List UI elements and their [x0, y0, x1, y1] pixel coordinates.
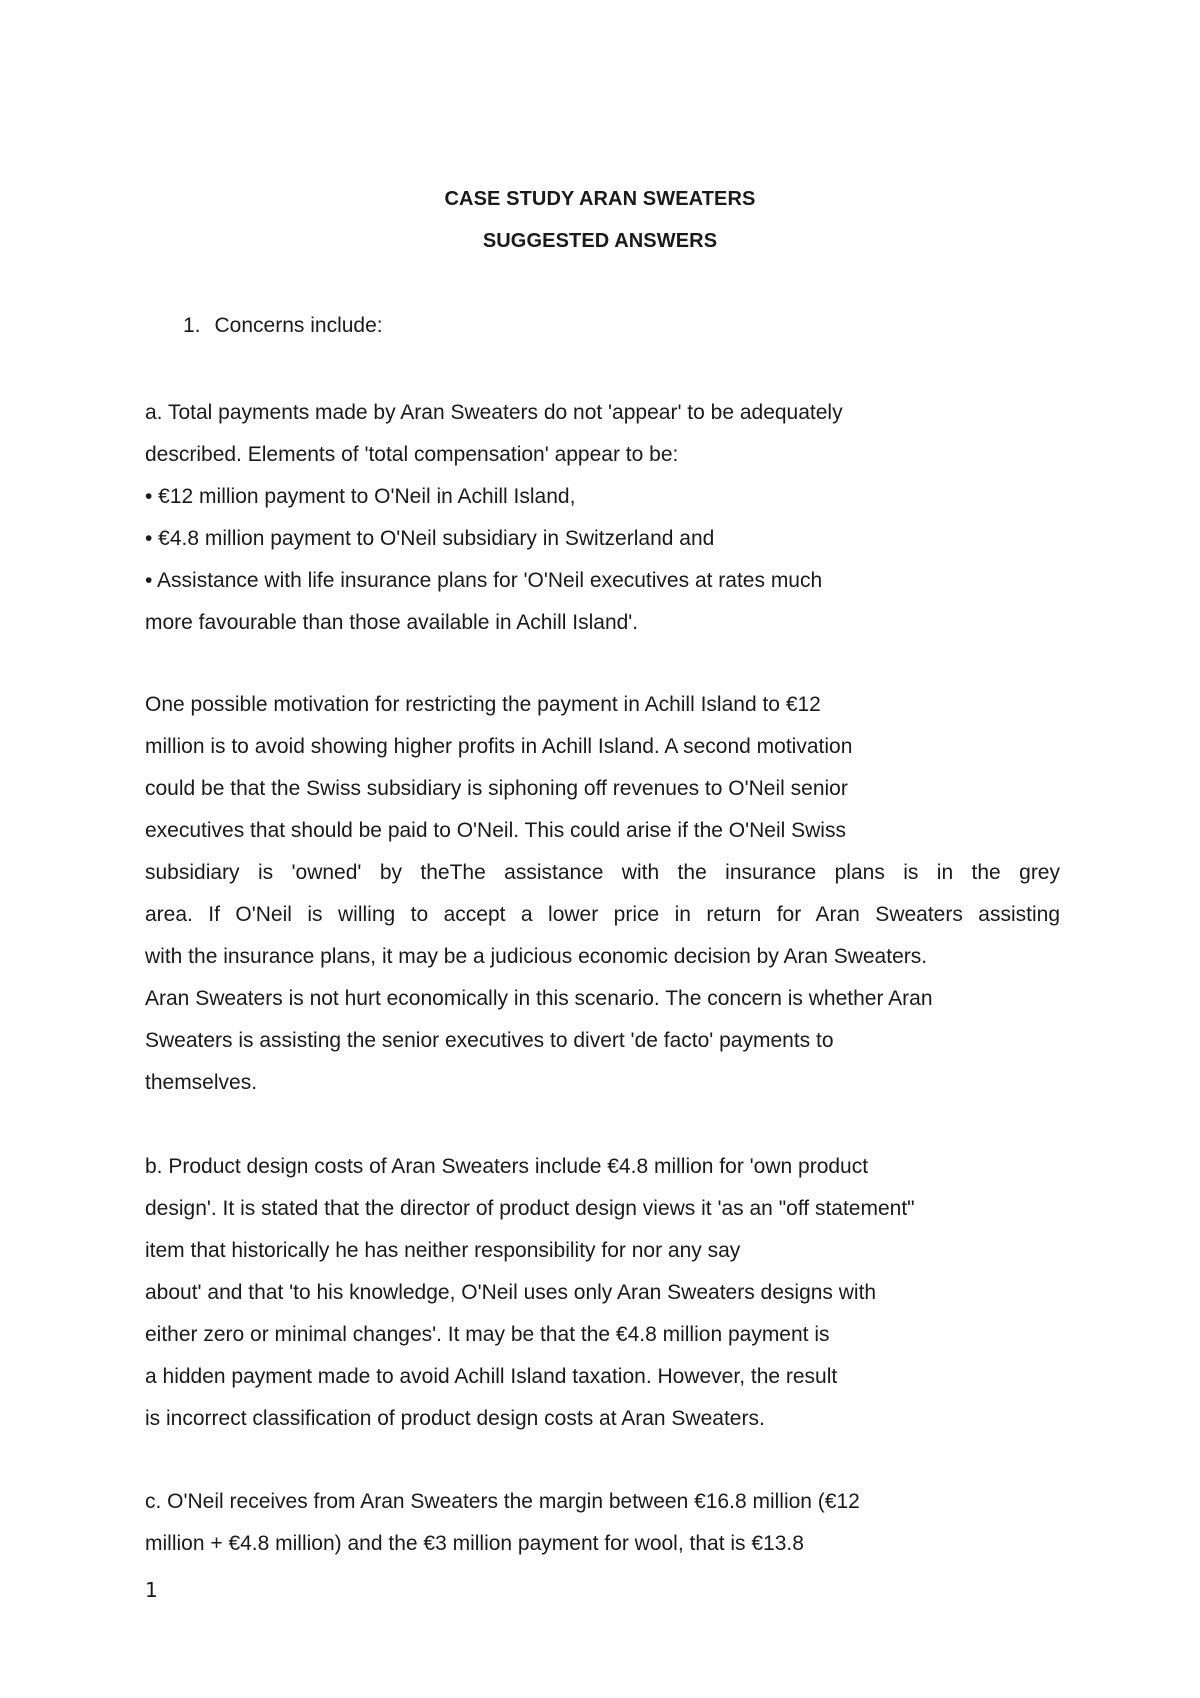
section-b-line: item that historically he has neither responsibility for nor any say [145, 1239, 741, 1262]
list-item-number: 1. [183, 314, 201, 337]
document-title: CASE STUDY ARAN SWEATERS [444, 188, 756, 210]
section-a [145, 392, 1085, 644]
paragraph-line: million is to avoid showing higher profits in Achill Island. A second motivation [145, 735, 853, 758]
page-number: 1 [145, 1578, 158, 1602]
motivation-paragraph [145, 684, 1085, 1104]
paragraph-line: Aran Sweaters is not hurt economically in this scenario. The concern is whether Aran [145, 987, 933, 1010]
numbered-list-item [183, 314, 383, 338]
paragraph-line: could be that the Swiss subsidiary is siphoning off revenues to O'Neil senior [145, 777, 848, 800]
section-a-line: described. Elements of 'total compensation' appear to be: [145, 443, 679, 466]
paragraph-line: area. If O'Neil is willing to accept a lower price in return for Aran Sweaters assisting [145, 903, 1060, 926]
paragraph-line: subsidiary is 'owned' by theThe assistance with the insurance plans is in the grey [145, 861, 1060, 884]
paragraph-line: themselves. [145, 1071, 258, 1094]
paragraph-line: executives that should be paid to O'Neil. This could arise if the O'Neil Swiss [145, 819, 846, 842]
section-c [145, 1481, 1085, 1565]
section-b-line: design'. It is stated that the director of product design views it 'as an "off statement" [145, 1197, 915, 1220]
section-b-line: is incorrect classification of product design costs at Aran Sweaters. [145, 1407, 765, 1430]
paragraph-line: with the insurance plans, it may be a judicious economic decision by Aran Sweaters. [145, 945, 928, 968]
section-b-line: about' and that 'to his knowledge, O'Neil uses only Aran Sweaters designs with [145, 1281, 877, 1304]
section-b-line: a hidden payment made to avoid Achill Island taxation. However, the result [145, 1365, 838, 1388]
section-c-line: million + €4.8 million) and the €3 million payment for wool, that is €13.8 [145, 1532, 804, 1555]
document-subtitle: SUGGESTED ANSWERS [482, 230, 718, 252]
section-c-line: c. O'Neil receives from Aran Sweaters the margin between €16.8 million (€12 [145, 1490, 860, 1513]
paragraph-line: One possible motivation for restricting the payment in Achill Island to €12 [145, 693, 821, 716]
bullet-item: • Assistance with life insurance plans for 'O'Neil executives at rates much [145, 569, 823, 592]
section-a-line: a. Total payments made by Aran Sweaters do not 'appear' to be adequately [145, 401, 843, 424]
bullet-item: • €4.8 million payment to O'Neil subsidiary in Switzerland and [145, 527, 715, 550]
section-b-line: b. Product design costs of Aran Sweaters include €4.8 million for 'own product [145, 1155, 869, 1178]
section-b-line: either zero or minimal changes'. It may be that the €4.8 million payment is [145, 1323, 830, 1346]
section-a-line: more favourable than those available in Achill Island'. [145, 611, 639, 634]
section-b [145, 1146, 1085, 1440]
paragraph-line: Sweaters is assisting the senior executives to divert 'de facto' payments to [145, 1029, 834, 1052]
bullet-item: • €12 million payment to O'Neil in Achill Island, [145, 485, 576, 508]
list-item-text: Concerns include: [214, 314, 383, 337]
